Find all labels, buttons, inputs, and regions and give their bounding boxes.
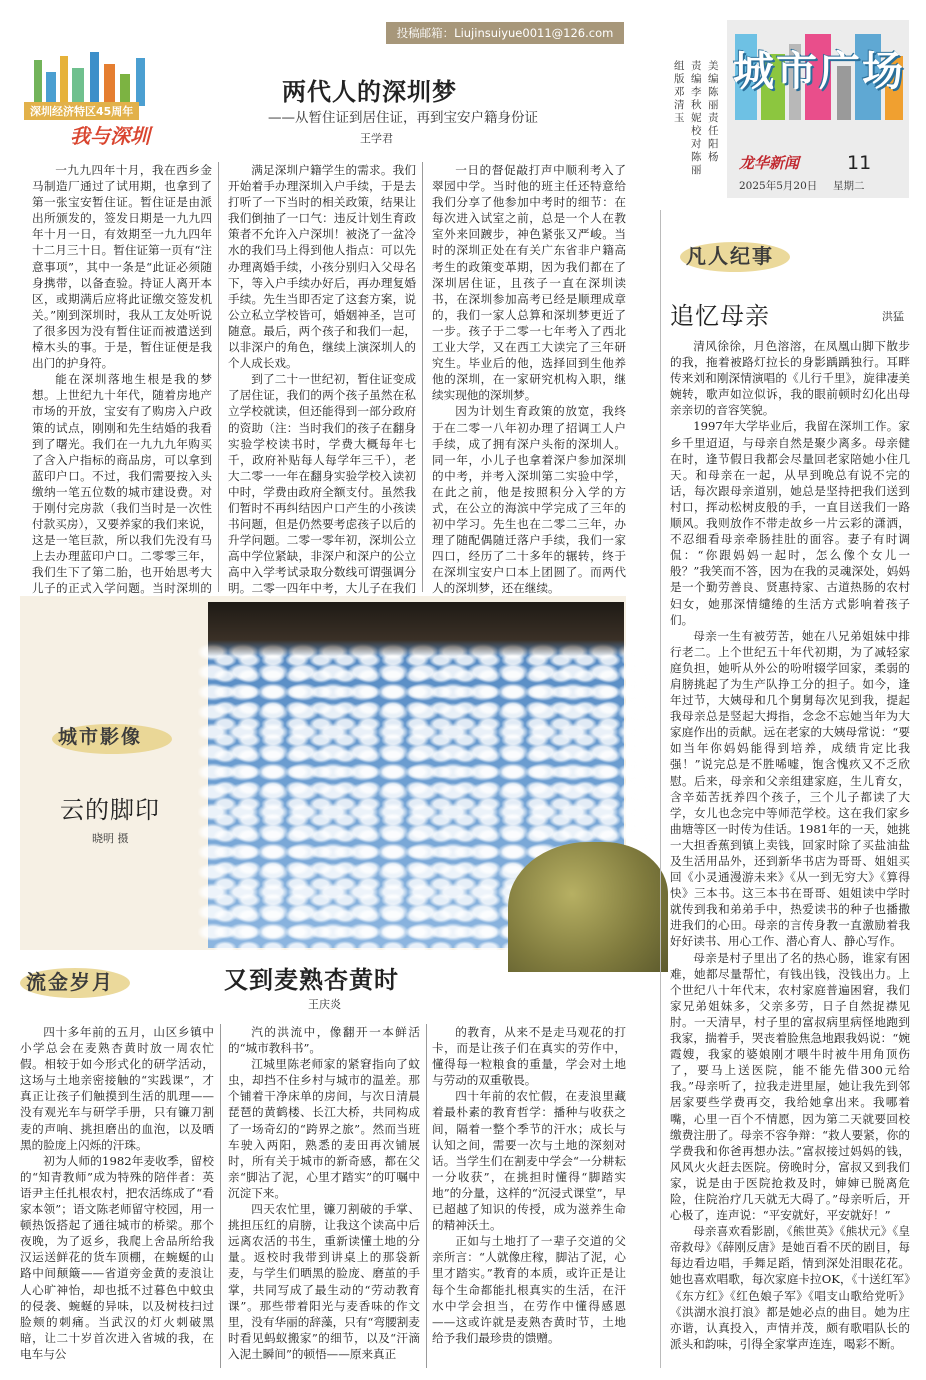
- photo-stamp-text: 城市影像: [58, 726, 143, 748]
- article2-stamp: [26, 966, 114, 995]
- paragraph: 正如与土地打了一辈子交道的父亲所言：“人就像庄稼，脚沾了泥，心里才踏实。”教育的本质，或许正是让每个生命都能扎根真实的生活，在汗水中学会担当，在劳作中懂得感恩——这或许就是麦熟杏黄时节，土地给予我们最珍贵的馈赠。: [432, 1234, 626, 1345]
- paragraph: 满足深圳户籍学生的需求。我们开始着手办理深圳入户手续，于是去打听了一下当时的相关政策，结果让我们倒抽了一口气：违反计划生育政策者不允许入户深圳！被浇了一盆冷水的我们马上得到他人指点：可以先办理离婚手续，小孩分别归入父母名下，等入户手续办好后，再办理复婚手续。先生当即否定了这套方案，说公立私立学校皆可，婚姻神圣，岂可随意。最后，两个孩子和我们一起，以非深户的角色，继续上演深圳人的个人成长戏。: [228, 163, 416, 371]
- paragraph: 能在深圳落地生根是我的梦想。上世纪九十年代，随着房地产市场的开放，宝安有了购房入户政策的试点，刚刚和先生结婚的我看到了曙光。我们在一九九九年购买了含入户指标的商品房，可以拿到蓝印户口。不过，我们需要按入头缴纳一笔五位数的城市建设费。对于刚付完房款（我们当时是一次性付款买房），又要养家的我们来说，这是一笔巨款，所以我们先没有马上去办理蓝印户口。二零零三年，我们生下了第二胎，也开始思考大儿子的正式入学问题。当时深圳的: [32, 372, 212, 596]
- article2-column: [20, 1024, 214, 1368]
- credits: [674, 60, 728, 185]
- credit-line: 责编 李秋妮 校对 陈丽: [691, 60, 702, 176]
- article1-column: [32, 162, 212, 594]
- article1-column: [432, 162, 626, 594]
- article1-author: 王学君: [360, 132, 393, 145]
- cloud-photo: [208, 602, 624, 948]
- paragraph: 到了二十一世纪初，暂住证变成了居住证，我们的两个孩子虽然在私立学校就读，但还能得到一部分政府的资助（注：当时我们的孩子在翻身实验学校读书时，学费大概每年七千，政府补贴每人每学年三千），老大二零一一年在翻身实验学校入读初中时，学费由政府全额支付。虽然我们暂时不再纠结因户口产生的小孩读书问题，但是仍然要考虑孩子以后的升学问题。二零一零年初，深圳公立高中学位紧缺，非深户和深户的公立高中入学考试录取分数线可谓强调分明。二零一四年中考，大儿子在我们: [228, 372, 416, 596]
- page-number: 11: [847, 152, 872, 174]
- article3-title: 追忆母亲: [670, 302, 770, 330]
- column-divider: [218, 162, 219, 592]
- photo-title: 云的脚印: [60, 796, 160, 824]
- paragraph: 的教育，从来不是走马观花的打卡，而是让孩子们在真实的劳作中，懂得每一粒粮食的重量，学会对土地与劳动的双重敬畏。: [432, 1025, 626, 1088]
- article3-stamp-text: 凡人纪事: [686, 244, 774, 268]
- paragraph: 一日的督促敲打声中顺利考入了翠园中学。当时他的班主任还特意给我们分享了他参加中考时的细节：在每次进入试室之前，总是一个人在教室外来回踱步，神色紧张又严峻。当时的深圳正处在有关广东省非户籍高考生的政策变革期，因为我们都在了深圳居住证，且孩子一直在深圳读书，在深圳参加高考已经是顺理成章的，我们一家人总算和深圳梦更近了一步。孩子于二零一七年考入了西北工业大学，又在西工大读完了三年研究生。毕业后的他，选择回到生他养他的深圳，在一家研究机构入职，继续实现他的深圳梦。: [432, 163, 626, 403]
- column-divider: [426, 1024, 427, 1368]
- paragraph: 四十多年前的五月，山区乡镇中小学总会在麦熟杏黄时放一周农忙假。相较于如今形式化的研学活动，这场与土地亲密接触的“实践课”，才真正让孩子们触摸到生活的肌理——没有观光车与研学手册，只有镰刀割麦的声响、挑担磨出的血泡，以及晒黑的脸庞上闪烁的汗珠。: [20, 1025, 214, 1152]
- paragraph: 四天农忙里，镰刀割破的手掌、挑担压红的肩膀，让我这个读高中后远离农活的书生，重新读懂土地的分量。返校时我带到讲桌上的那袋新麦，与学生们晒黑的脸庞、磨茧的手掌，共同写成了最生动的“劳动教育课”。那些带着阳光与麦香味的作文里，没有华丽的辞藻，只有“弯腰割麦时看见蚂蚁搬家”的细节，以及“汗滴入泥土瞬间”的顿悟——原来真正: [228, 1202, 420, 1361]
- paragraph: 因为计划生育政策的放宽，我终于在二零一八年初办理了招调工人户手续，成了拥有深户头衔的深圳人。同一年，小儿子也拿着深户参加深圳的中考，并考入深圳第二实验中学，在此之前，他是按照积分入学的方式，在公立的海滨中学完成了三年的初中学习。先生也在二零二三年，办理了随配偶随迁落户手续，我们一家四口，经历了二十多年的辗转，终于在深圳宝安户口本上团圆了。而两代人的深圳梦，还在继续。: [432, 404, 626, 596]
- badge-line2: 我与深圳: [70, 124, 150, 148]
- article2-column: [432, 1024, 626, 1368]
- credit-line: 美编 陈丽 责任 阳杨: [708, 60, 719, 163]
- paragraph: 一九九四年十月，我在西乡金马制造厂通过了试用期，也拿到了第一张宝安暂住证。暂住证是由派出所颁发的，签发日期是一九九四年十月一日，有效期至一九九四年十二月三十日。暂住证第一页有“注意事项”，其中一条是“此证必须随身携带，以备查验。持证人离开本区，或期满后应将此证缴交签发机关。”刚到深圳时，我从工友处听说了很多因为没有暂住证而被遣送到樟木头的事。于是，暂住证便是我出门的护身符。: [32, 163, 212, 371]
- article1-subtitle: ——从暂住证到居住证，再到宝安户籍身份证: [268, 110, 538, 126]
- article1-title: 两代人的深圳梦: [282, 78, 457, 106]
- credit-line: 组版 邓清玉: [674, 60, 685, 124]
- section-divider: [660, 210, 661, 1368]
- brand-logo: 龙华新闻: [739, 154, 800, 172]
- paragraph: 清风徐徐，月色溶溶，在凤凰山脚下散步的我，拖着被路灯拉长的身影踽踽独行。耳畔传来刘和刚深情演唱的《儿行千里》，旋律凄美婉转，歌声如泣似诉，我的眼前顿时幻化出母亲亲切的音容笑貌。: [670, 339, 910, 418]
- article2-stamp-text: 流金岁月: [26, 970, 114, 994]
- paragraph: 1997年大学毕业后，我留在深圳工作。家乡千里迢迢，与母亲自然是聚少离多。母亲健在时，逢节假日我都会尽量回老家陪她小住几天。和母亲在一起，从早到晚总有说不完的话，每次跟母亲道别，她总是坚持把我们送到村口，挥动松树皮般的手，一直目送我们一路顺风。我则放作不带走故乡一片云彩的潇洒，不忍细看母亲牵肠挂肚的面容。妻子有时调侃：“你跟妈妈一起时，怎么像个女儿一般？”我笑而不答，因为在我的灵魂深处，妈妈是一个勤劳善良、贤惠持家、古道热肠的农村妇女，她那深情缱绻的生活方式影响着孩子们。: [670, 419, 910, 627]
- anniversary-badge: [20, 50, 188, 146]
- column-divider: [422, 162, 423, 592]
- article2-author: 王庆炎: [308, 998, 341, 1011]
- issue-date: 2025年5月20日: [739, 180, 818, 192]
- masthead: [727, 20, 909, 198]
- contact-email: 投稿邮箱：Liujinsuiyue0011@126.com: [396, 26, 614, 40]
- paragraph: 母亲是村子里出了名的热心肠，谁家有困难，她都尽量帮忙，有钱出钱，没钱出力。上个世纪八十年代末，农村家庭普遍困窘，我们家兄弟姐妹多，父亲多劳，日子自然捉襟见肘。一天清早，村子里的富叔病里病怪地跑到我家，揣着手，哭丧着脸焦急地跟我妈说：“婉霞嫂，我家的婆娘刚才喂牛时被牛用角顶伤了，要马上送医院，能不能先借300元给我。”母亲听了，拉我走进里屋，她让我先到邻居家要些学费再交，我给她拿出来。我哪着嘴，心里一百个不情愿，因为第二天就要回校缴费注册了。母亲不容争辩：“救人要紧，你的学费我和你爸再想办法。”富叔接过妈妈的钱，风风火火赶去医院。傍晚时分，富叔又到我们家，说是由于医院抢救及时，婶婶已脱离危险，住院治疗几天就无大碍了。”母亲听后，开心极了，连声说：“平安就好，平安就好！”: [670, 950, 910, 1223]
- paragraph: 初为人师的1982年麦收季，留校的“知青教师”成为特殊的陪伴者：英语尹主任扎根农村，把农活练成了“看家本领”；语文陈老师留守校园，用一顿热饭搭起了通往城市的桥梁。那个夜晚，为了返乡，我爬上舍品所给我汉运送鲜花的货车顶棚，在蜿蜒的山路中间颠簸——省道旁金黄的麦浪让人心旷神怡，却也抵不过暮色中蚊虫的侵袭、蜿蜒的异味，以及树枝扫过脸颊的刺痛。当武汉的灯火刺破黑暗，让二十岁首次进入省城的我，在电车与公: [20, 1153, 214, 1361]
- article3-stamp: [686, 240, 774, 269]
- article3-author: 洪猛: [882, 310, 904, 323]
- issue-weekday: 星期二: [833, 180, 865, 192]
- article1-column: [228, 162, 416, 594]
- article2-title: 又到麦熟杏黄时: [224, 966, 399, 994]
- article2-column: [228, 1024, 420, 1368]
- paragraph: 汽的洪流中，像翻开一本鲜活的“城市教科书”。: [228, 1025, 420, 1056]
- paragraph: 母亲喜欢看影剧，《熊世英》《熊状元》《皇帝救母》《薛刚反唐》是她百看不厌的剧目，每每边看边唱，手舞足蹈，情到深处泪眼花花。她也喜欢唱歌，每次家庭卡拉OK，《十送红军》《东方红》《红色娘子军》《唱支山歌给党听》《洪湖水浪打浪》都是她必点的曲目。她为庄亦谐，认真投入，声情并茂，颇有歌唱队长的派头和韵味，引得全家掌声连连，喝彩不断。: [670, 1224, 910, 1351]
- section-title: 城市广场: [733, 47, 905, 95]
- skyline-badge-icon: [20, 50, 188, 110]
- photo-section-stamp: [58, 722, 142, 749]
- photo-credit: 晓明 摄: [92, 832, 129, 845]
- badge-line1: 深圳经济特区45周年: [24, 102, 139, 120]
- email-banner: [386, 22, 624, 44]
- paragraph: 江城里陈老师家的紧窘指向了蚊虫，却挡不住乡村与城市的温差。那个铺着干净床单的房间，与次日清晨琵琶的黄鹤楼、长江大桥，共同构成了一场奇幻的“跨界之旅”。然而当班车驶入两阳，熟悉的麦田再次铺展时，所有关于城市的新奇感，都在父亲“脚沾了泥，心里才踏实”的叮嘱中沉淀下来。: [228, 1057, 420, 1200]
- column-divider: [220, 1024, 221, 1368]
- article3-column: [670, 338, 910, 1370]
- paragraph: 四十年前的农忙假，在麦浪里藏着最朴素的教育哲学：播种与收获之间，隔着一整个季节的汗水；成长与认知之间，需要一次与土地的深刻对话。当学生们在割麦中学会“一分耕耘一分收获”，在挑担时懂得“脚踏实地”的分量，这样的“沉浸式课堂”，早已超越了知识的传授，成为滋养生命的精神沃土。: [432, 1089, 626, 1233]
- paragraph: 母亲一生有被劳苦，她在八兄弟姐妹中排行老二。上个世纪五十年代初期，为了减轻家庭负担，她听从外公的吩咐辍学回家，柔弱的肩膀挑起了为生产队挣工分的担子。如今，逢年过节，大姨母和几个舅舅每次见到我，提起我母亲总是竖起大拇指，念念不忘她当年为大家庭作出的贡献。远在老家的大姨母常说：“要如当年你妈妈能得到培养，成绩肯定比我强！”说完总是不胜唏嘘，饱含愧疚又不乏欣慰。后来，母亲和父亲组建家庭，生儿育女，含辛茹苦抚养四个孩子，三个儿子都读了大学，女儿也念完中等师范学校。这在我们家乡曲塘等区一时传为佳话。1981年的一天，她挑一大担香蕉到镇上卖钱，回家时除了买盐油盐及生活用品外，还到新华书店为哥哥、姐姐买回《小灵通漫游未来》《从一到无穷大》《算得快》三本书。这三本书在哥哥、姐姐读中学时就传到我和弟弟手中，热爱读书的种子也播撒进我们的心田。母亲的言传身教一直激励着我好好读书、用心工作、潜心育人、静心写作。: [670, 628, 910, 949]
